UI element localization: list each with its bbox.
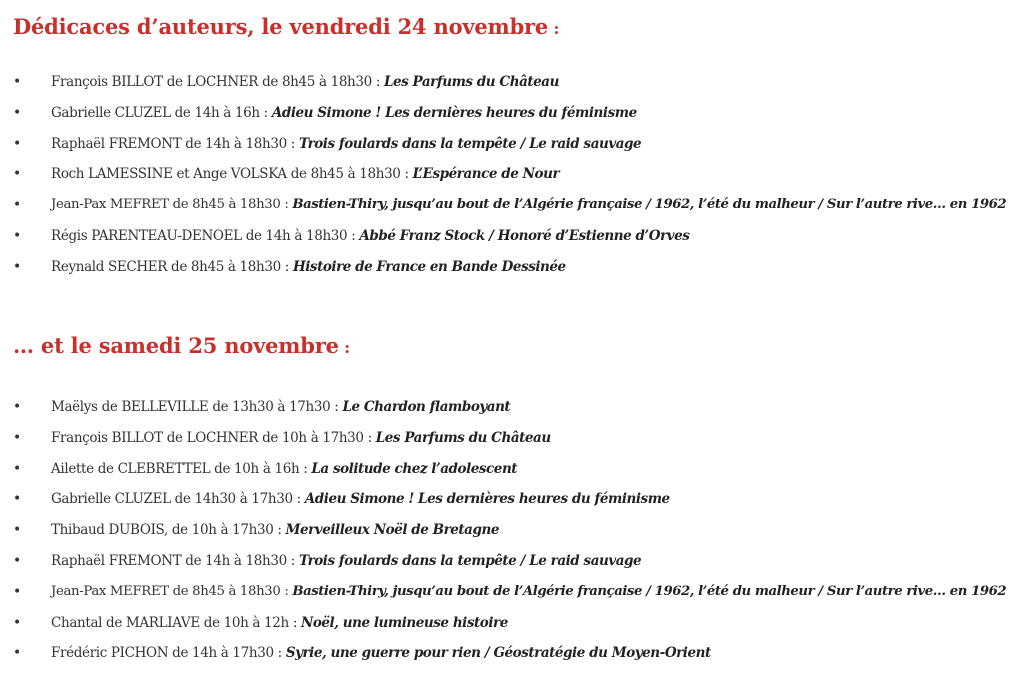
bullet-icon: •	[13, 399, 22, 415]
author-schedule: Frédéric PICHON de 14h à 17h30 :	[51, 645, 286, 662]
book-title: Abbé Franz Stock / Honoré d’Estienne d’Orves	[359, 227, 690, 244]
saturday-heading-text: … et le samedi 25 novembre	[13, 333, 339, 358]
bullet-icon: •	[13, 104, 22, 121]
list-item	[0, 132, 1024, 163]
book-title: Adieu Simone ! Les dernières heures du féminisme	[271, 104, 637, 121]
list-item	[0, 426, 1024, 457]
entry-text	[51, 580, 1006, 604]
list-item	[0, 101, 1024, 132]
bullet-icon: •	[13, 645, 22, 662]
entry-text	[51, 255, 566, 279]
list-item	[0, 518, 1024, 549]
book-title: Trois foulards dans la tempête / Le raid sauvage	[298, 552, 642, 569]
bullet-icon: •	[13, 227, 22, 244]
list-item	[0, 70, 1024, 101]
author-schedule: Gabrielle CLUZEL de 14h à 16h :	[51, 104, 272, 121]
bullet-icon: •	[13, 74, 22, 90]
list-item	[0, 641, 1024, 672]
list-item	[0, 457, 1024, 488]
entry-text	[51, 487, 670, 511]
entry-text	[51, 224, 689, 248]
book-title: Bastien-Thiry, jusqu’au bout de l’Algérie française / 1962, l’été du malheur / Sur l’autre rive… en 1962	[292, 197, 1007, 213]
saturday-section-heading	[13, 333, 350, 358]
author-schedule: Maëlys de BELLEVILLE de 13h30 à 17h30 :	[51, 399, 343, 415]
friday-dedication-list	[0, 70, 1024, 286]
friday-heading-text: Dédicaces d’auteurs, le vendredi 24 novembre	[13, 14, 549, 39]
bullet-icon: •	[13, 166, 22, 183]
entry-text	[51, 395, 510, 419]
list-item	[0, 255, 1024, 286]
book-title: Les Parfums du Château	[383, 74, 559, 90]
author-schedule: Régis PARENTEAU-DENOEL de 14h à 18h30 :	[51, 227, 360, 244]
author-schedule: Roch LAMESSINE et Ange VOLSKA de 8h45 à 18h30 :	[51, 166, 413, 183]
entry-text	[51, 518, 499, 542]
author-schedule: Chantal de MARLIAVE de 10h à 12h :	[51, 614, 301, 631]
bullet-icon: •	[13, 460, 22, 477]
author-schedule: François BILLOT de LOCHNER de 10h à 17h30 :	[51, 429, 376, 446]
list-item	[0, 162, 1024, 193]
bullet-icon: •	[13, 429, 22, 446]
saturday-heading-colon: :	[338, 338, 350, 357]
entry-text	[51, 101, 637, 125]
author-schedule: Reynald SECHER de 8h45 à 18h30 :	[51, 258, 293, 275]
book-title: Le Chardon flamboyant	[342, 399, 511, 415]
bullet-icon: •	[13, 522, 22, 539]
list-item	[0, 549, 1024, 580]
entry-text	[51, 641, 711, 665]
list-item	[0, 224, 1024, 255]
entry-text	[51, 611, 508, 635]
author-schedule: Thibaud DUBOIS, de 10h à 17h30 :	[51, 522, 286, 539]
book-title: Adieu Simone ! Les dernières heures du féminisme	[304, 491, 670, 508]
book-title: Histoire de France en Bande Dessinée	[292, 258, 566, 275]
list-item	[0, 611, 1024, 642]
author-schedule: Ailette de CLEBRETTEL de 10h à 16h :	[51, 460, 312, 477]
list-item	[0, 395, 1024, 426]
list-item	[0, 580, 1024, 611]
book-title: Les Parfums du Château	[375, 429, 551, 446]
entry-text	[51, 549, 641, 573]
book-title: Merveilleux Noël de Bretagne	[285, 522, 499, 539]
author-schedule: Raphaël FREMONT de 14h à 18h30 :	[51, 135, 299, 152]
author-schedule: Jean-Pax MEFRET de 8h45 à 18h30 :	[51, 197, 293, 213]
entry-text	[51, 457, 517, 481]
book-title: La solitude chez l’adolescent	[311, 460, 518, 477]
list-item	[0, 193, 1024, 224]
list-item	[0, 487, 1024, 518]
bullet-icon: •	[13, 583, 22, 600]
bullet-icon: •	[13, 258, 22, 275]
author-schedule: Gabrielle CLUZEL de 14h30 à 17h30 :	[51, 491, 305, 508]
author-schedule: Jean-Pax MEFRET de 8h45 à 18h30 :	[51, 583, 293, 599]
bullet-icon: •	[13, 135, 22, 152]
author-schedule: Raphaël FREMONT de 14h à 18h30 :	[51, 552, 299, 569]
book-title: Noël, une lumineuse histoire	[300, 614, 508, 631]
book-title: Bastien-Thiry, jusqu’au bout de l’Algérie française / 1962, l’été du malheur / Sur l’autre rive… en 1962	[292, 583, 1007, 599]
saturday-dedication-list	[0, 395, 1024, 672]
entry-text	[51, 193, 1006, 217]
entry-text	[51, 162, 559, 186]
entry-text	[51, 70, 559, 94]
book-title: Trois foulards dans la tempête / Le raid sauvage	[298, 135, 642, 152]
book-title: Syrie, une guerre pour rien / Géostratégie du Moyen-Orient	[285, 645, 711, 662]
bullet-icon: •	[13, 614, 22, 631]
friday-section-heading	[13, 14, 559, 39]
bullet-icon: •	[13, 491, 22, 508]
bullet-icon: •	[13, 552, 22, 569]
bullet-icon: •	[13, 197, 22, 214]
entry-text	[51, 132, 641, 156]
book-title: L’Espérance de Nour	[412, 166, 560, 183]
author-schedule: François BILLOT de LOCHNER de 8h45 à 18h30 :	[51, 74, 384, 90]
entry-text	[51, 426, 551, 450]
friday-heading-colon: :	[548, 19, 560, 38]
